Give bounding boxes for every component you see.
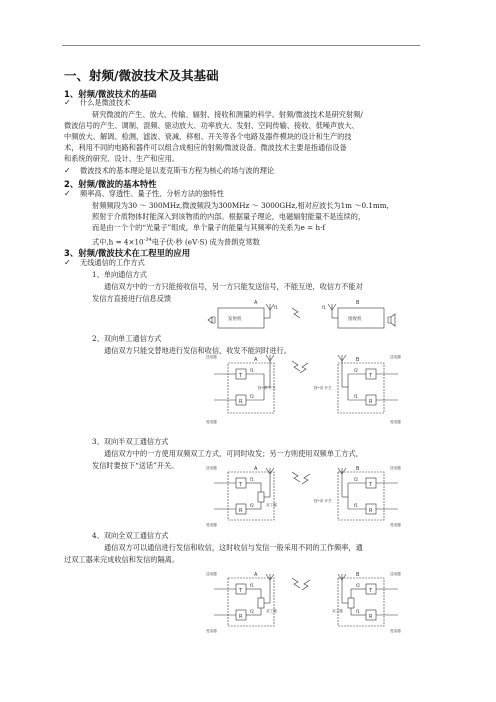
radio-wave-icon [292, 361, 300, 371]
station-b-box [338, 472, 384, 520]
formula-post: 电子伏·秒 (eV·S) 成为普朗克常数 [151, 237, 260, 247]
earpiece-label: 受话器 [206, 420, 217, 424]
station-a-label: A [254, 357, 258, 363]
earpiece-label: 受话器 [390, 629, 401, 633]
freq-label: f1 [354, 503, 358, 508]
check-icon: ✓ [64, 258, 71, 267]
station-b-label: B [356, 572, 360, 578]
mode4-desc: 过双工器来完成收信和发信的隔离。 [64, 555, 180, 564]
s2-bullet1: 频率高、穿透性、量子性、分析方法的独特性 [80, 189, 224, 198]
station-b-label: B [356, 357, 360, 363]
station-b-label: B [356, 300, 360, 306]
header-rule [62, 45, 420, 46]
duplexer-box [258, 492, 264, 502]
s2-para-line: 照射于介质物体时能深入到该物质的内部。根据量子理论，电磁辐射能量不是连续的， [92, 212, 366, 221]
s3-bullet1: 无线通信的工作方式 [80, 258, 145, 267]
rx-label: R [239, 508, 243, 514]
s1-bullet1: 什么是微波技术 [80, 98, 131, 107]
station-b-box [338, 363, 384, 413]
check-icon: ✓ [64, 166, 71, 175]
mode1-desc: 通信双方中的一方只能接收信号，另一方只能发送信号，不能互逆，收信方不能对 [104, 282, 363, 291]
ptt-switch-label: 按•讲 开关 [258, 386, 276, 390]
earpiece-label: 受话器 [390, 420, 401, 424]
rx-label: R [239, 614, 243, 620]
s2-formula [92, 235, 260, 247]
receiver-label: 接收机 [348, 317, 362, 322]
mode3-desc: 发信时要按下“送话”开关。 [92, 461, 179, 470]
radio-wave-icon [292, 472, 300, 482]
earpiece-label: 受话器 [206, 523, 217, 527]
freq-label: f2 [250, 609, 254, 614]
freq-label: f1 [250, 583, 254, 588]
mode2-desc: 通信双方只能交替地进行发信和收信，收发不能同时进行。 [104, 346, 291, 355]
mode1-title: 1、单向通信方式 [92, 270, 147, 279]
tx-label: T [239, 588, 243, 594]
duplexer-box [258, 598, 264, 608]
s2-para-line: 而是由一个个的“光量子”组成，单个量子的能量与其频率的关系为e = h·f [92, 223, 326, 232]
ptt-switch-label: 按•讲 开关 [314, 499, 332, 503]
mic-label: 送话器 [206, 355, 217, 359]
freq-label: f1 [322, 305, 326, 310]
tx-label: T [369, 588, 373, 594]
duplexer-box [348, 598, 354, 608]
rx-label: R [369, 614, 373, 620]
radio-wave-icon [292, 578, 300, 588]
freq-label: f1 [250, 368, 254, 373]
s1-para-line: 和系统的研究、设计、生产和应用。 [64, 154, 180, 163]
s2-para-line: 射频频段为30 ～ 300MHz,微波频段为300MHz ～ 3000GHz,相对应波长为1m ～0.1mm, [92, 201, 389, 210]
earpiece-label: 受话器 [390, 523, 401, 527]
diagram-simplex [206, 300, 406, 332]
duplexer-label: 双工器 [332, 609, 343, 613]
tx-label: T [369, 373, 373, 379]
freq-label: f2 [250, 394, 254, 399]
formula-exponent: -34 [143, 237, 152, 243]
freq-label: f2 [356, 583, 360, 588]
radio-wave-icon [302, 474, 310, 484]
freq-label: f1 [354, 394, 358, 399]
s1-para-line: 中频放大、解调、检测、滤波、衰减、移相、开关等各个电路及器件模块的设计和生产的技 [64, 132, 352, 141]
radio-wave-icon [300, 363, 308, 373]
diagram-half-duplex [206, 466, 406, 528]
freq-label: f2 [354, 477, 358, 482]
tx-label: T [369, 482, 373, 488]
mic-label: 送话器 [390, 466, 401, 470]
mode1-desc: 发信方直接进行信息反馈 [92, 294, 172, 303]
mode3-desc: 通信双方中的一方使用双频双工方式，可同时收发；另一方则使用双频单工方式， [104, 449, 363, 458]
check-icon: ✓ [64, 98, 71, 107]
s1-para-line: 微波信号的产生、调制、混频、驱动放大、功率放大、发射、空间传输、接收、低噪声放大、 [64, 121, 359, 130]
mic-label: 送话器 [206, 466, 217, 470]
freq-label: f2 [354, 368, 358, 373]
speaker-icon [208, 317, 215, 323]
rx-label: R [239, 399, 243, 405]
station-b-box [338, 578, 384, 626]
mic-label: 送话器 [206, 572, 217, 576]
transmitter-label: 发射机 [228, 317, 242, 322]
diagram-full-duplex [206, 572, 406, 634]
duplexer-label: 双工器 [266, 503, 277, 507]
speaker-icon [388, 314, 395, 326]
section2-title: 2、射频/微波的基本特性 [64, 179, 157, 189]
section3-title: 3、射频/微波技术在工程里的应用 [64, 248, 191, 258]
duplexer-label: 双工器 [266, 609, 277, 613]
formula-pre: 式中,h = 4×10 [92, 237, 144, 247]
freq-label: f2 [250, 503, 254, 508]
check-icon: ✓ [64, 189, 71, 198]
s1-para-line: 研究微波的产生、放大、传输、辐射、接收和测量的科学。射频/微波技术是研究射频/ [92, 110, 363, 119]
station-a-label: A [254, 466, 258, 472]
page-heading: 一、射频/微波技术及其基础 [64, 68, 219, 83]
station-a-label: A [254, 572, 258, 578]
earpiece-label: 受话器 [206, 629, 217, 633]
station-a-label: A [254, 300, 258, 306]
mode4-title: 4、双向全双工通信方式 [92, 531, 169, 540]
tx-label: T [239, 482, 243, 488]
mode4-desc: 通信双方可以通信进行发信和收信，这时收信与发信一般采用不同的工作频率，通 [104, 543, 363, 552]
diagram-half-simplex [206, 353, 406, 425]
mic-label: 送话器 [390, 355, 401, 359]
mic-label: 送话器 [390, 572, 401, 576]
station-b-label: B [356, 466, 360, 472]
freq-label: f1 [274, 305, 278, 310]
freq-label: f1 [356, 609, 360, 614]
radio-wave-icon [302, 580, 310, 590]
rx-label: R [369, 508, 373, 514]
rx-label: R [369, 399, 373, 405]
s1-bullet2: 微波技术的基本理论是以麦克斯韦方程为核心的场与波的理论 [80, 166, 275, 175]
s1-para-line: 术，利用不同的电路和器件可以组合成相应的射频/微波设备。微波技术主要是指通信设备 [64, 143, 347, 152]
ptt-switch-label: 按•讲 开关 [314, 386, 332, 390]
radio-wave-icon [292, 308, 300, 318]
mode2-title: 2、双向单工通信方式 [92, 334, 162, 343]
freq-label: f1 [250, 477, 254, 482]
mode3-title: 3、双向半双工通信方式 [92, 437, 169, 446]
tx-label: T [239, 373, 243, 379]
section1-title: 1、射频/微波技术的基础 [64, 89, 157, 99]
